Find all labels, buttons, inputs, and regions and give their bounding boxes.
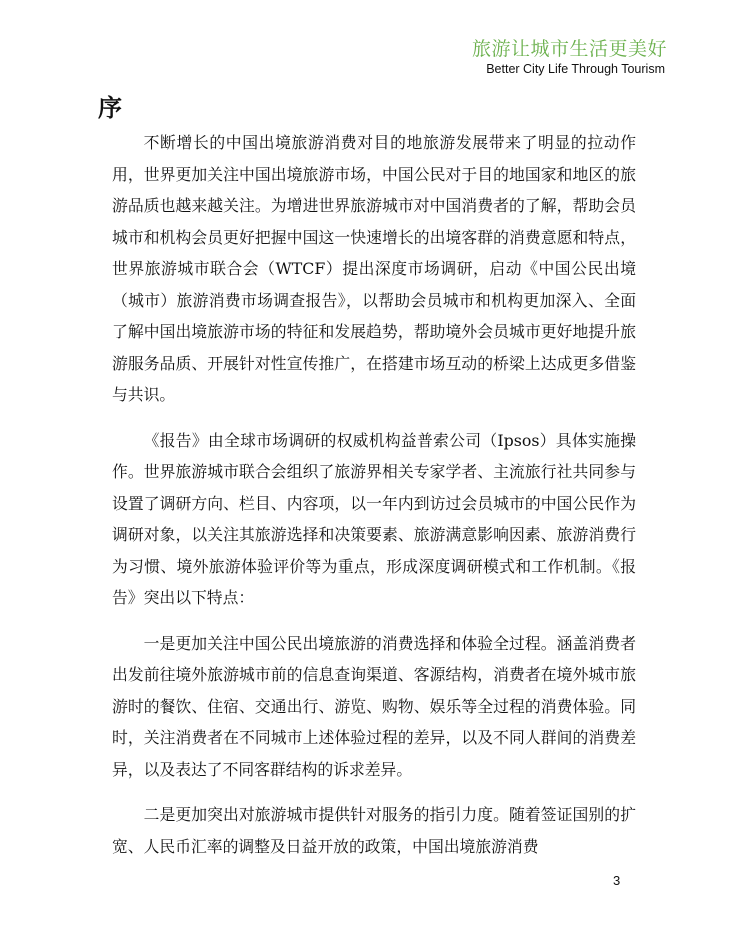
paragraph: 二是更加突出对旅游城市提供针对服务的指引力度。随着签证国别的扩宽、人民币汇率的调整及日益开放的政策，中国出境旅游消费 [112, 805, 636, 856]
page-title: 序 [98, 93, 122, 122]
paragraph: 《报告》由全球市场调研的权威机构益普索公司（Ipsos）具体实施操作。世界旅游城市联合会组织了旅游界相关专家学者、主流旅行社共同参与设置了调研方向、栏目、内容项，以一年内到访过会员城市的中国公民作为调研对象，以关注其旅游选择和决策要素、旅游满意影响因素、旅游消费行为习惯、境外旅游体验评价等为重点，形成深度调研模式和工作机制。《报告》突出以下特点： [112, 430, 636, 607]
header-slogan-en: Better City Life Through Tourism [486, 62, 665, 76]
header-slogan-cn: 旅游让城市生活更美好 [471, 38, 667, 60]
paragraph: 一是更加关注中国公民出境旅游的消费选择和体验全过程。涵盖消费者出发前往境外旅游城市前的信息查询渠道、客源结构，消费者在境外城市旅游时的餐饮、住宿、交通出行、游览、购物、娱乐等全过程的消费体验。同时，关注消费者在不同城市上述体验过程的差异，以及不同人群间的消费差异，以及表达了不同客群结构的诉求差异。 [112, 633, 636, 779]
page-number: 3 [613, 873, 621, 888]
document-body [112, 127, 636, 876]
paragraph: 不断增长的中国出境旅游消费对目的地旅游发展带来了明显的拉动作用，世界更加关注中国出境旅游市场，中国公民对于目的地国家和地区的旅游品质也越来越关注。为增进世界旅游城市对中国消费者的了解，帮助会员城市和机构会员更好把握中国这一快速增长的出境客群的消费意愿和特点，世界旅游城市联合会（WTCF）提出深度市场调研，启动《中国公民出境（城市）旅游消费市场调查报告》，以帮助会员城市和机构更加深入、全面了解中国出境旅游市场的特征和发展趋势，帮助境外会员城市更好地提升旅游服务品质、开展针对性宣传推广，在搭建市场互动的桥梁上达成更多借鉴与共识。 [112, 133, 636, 404]
